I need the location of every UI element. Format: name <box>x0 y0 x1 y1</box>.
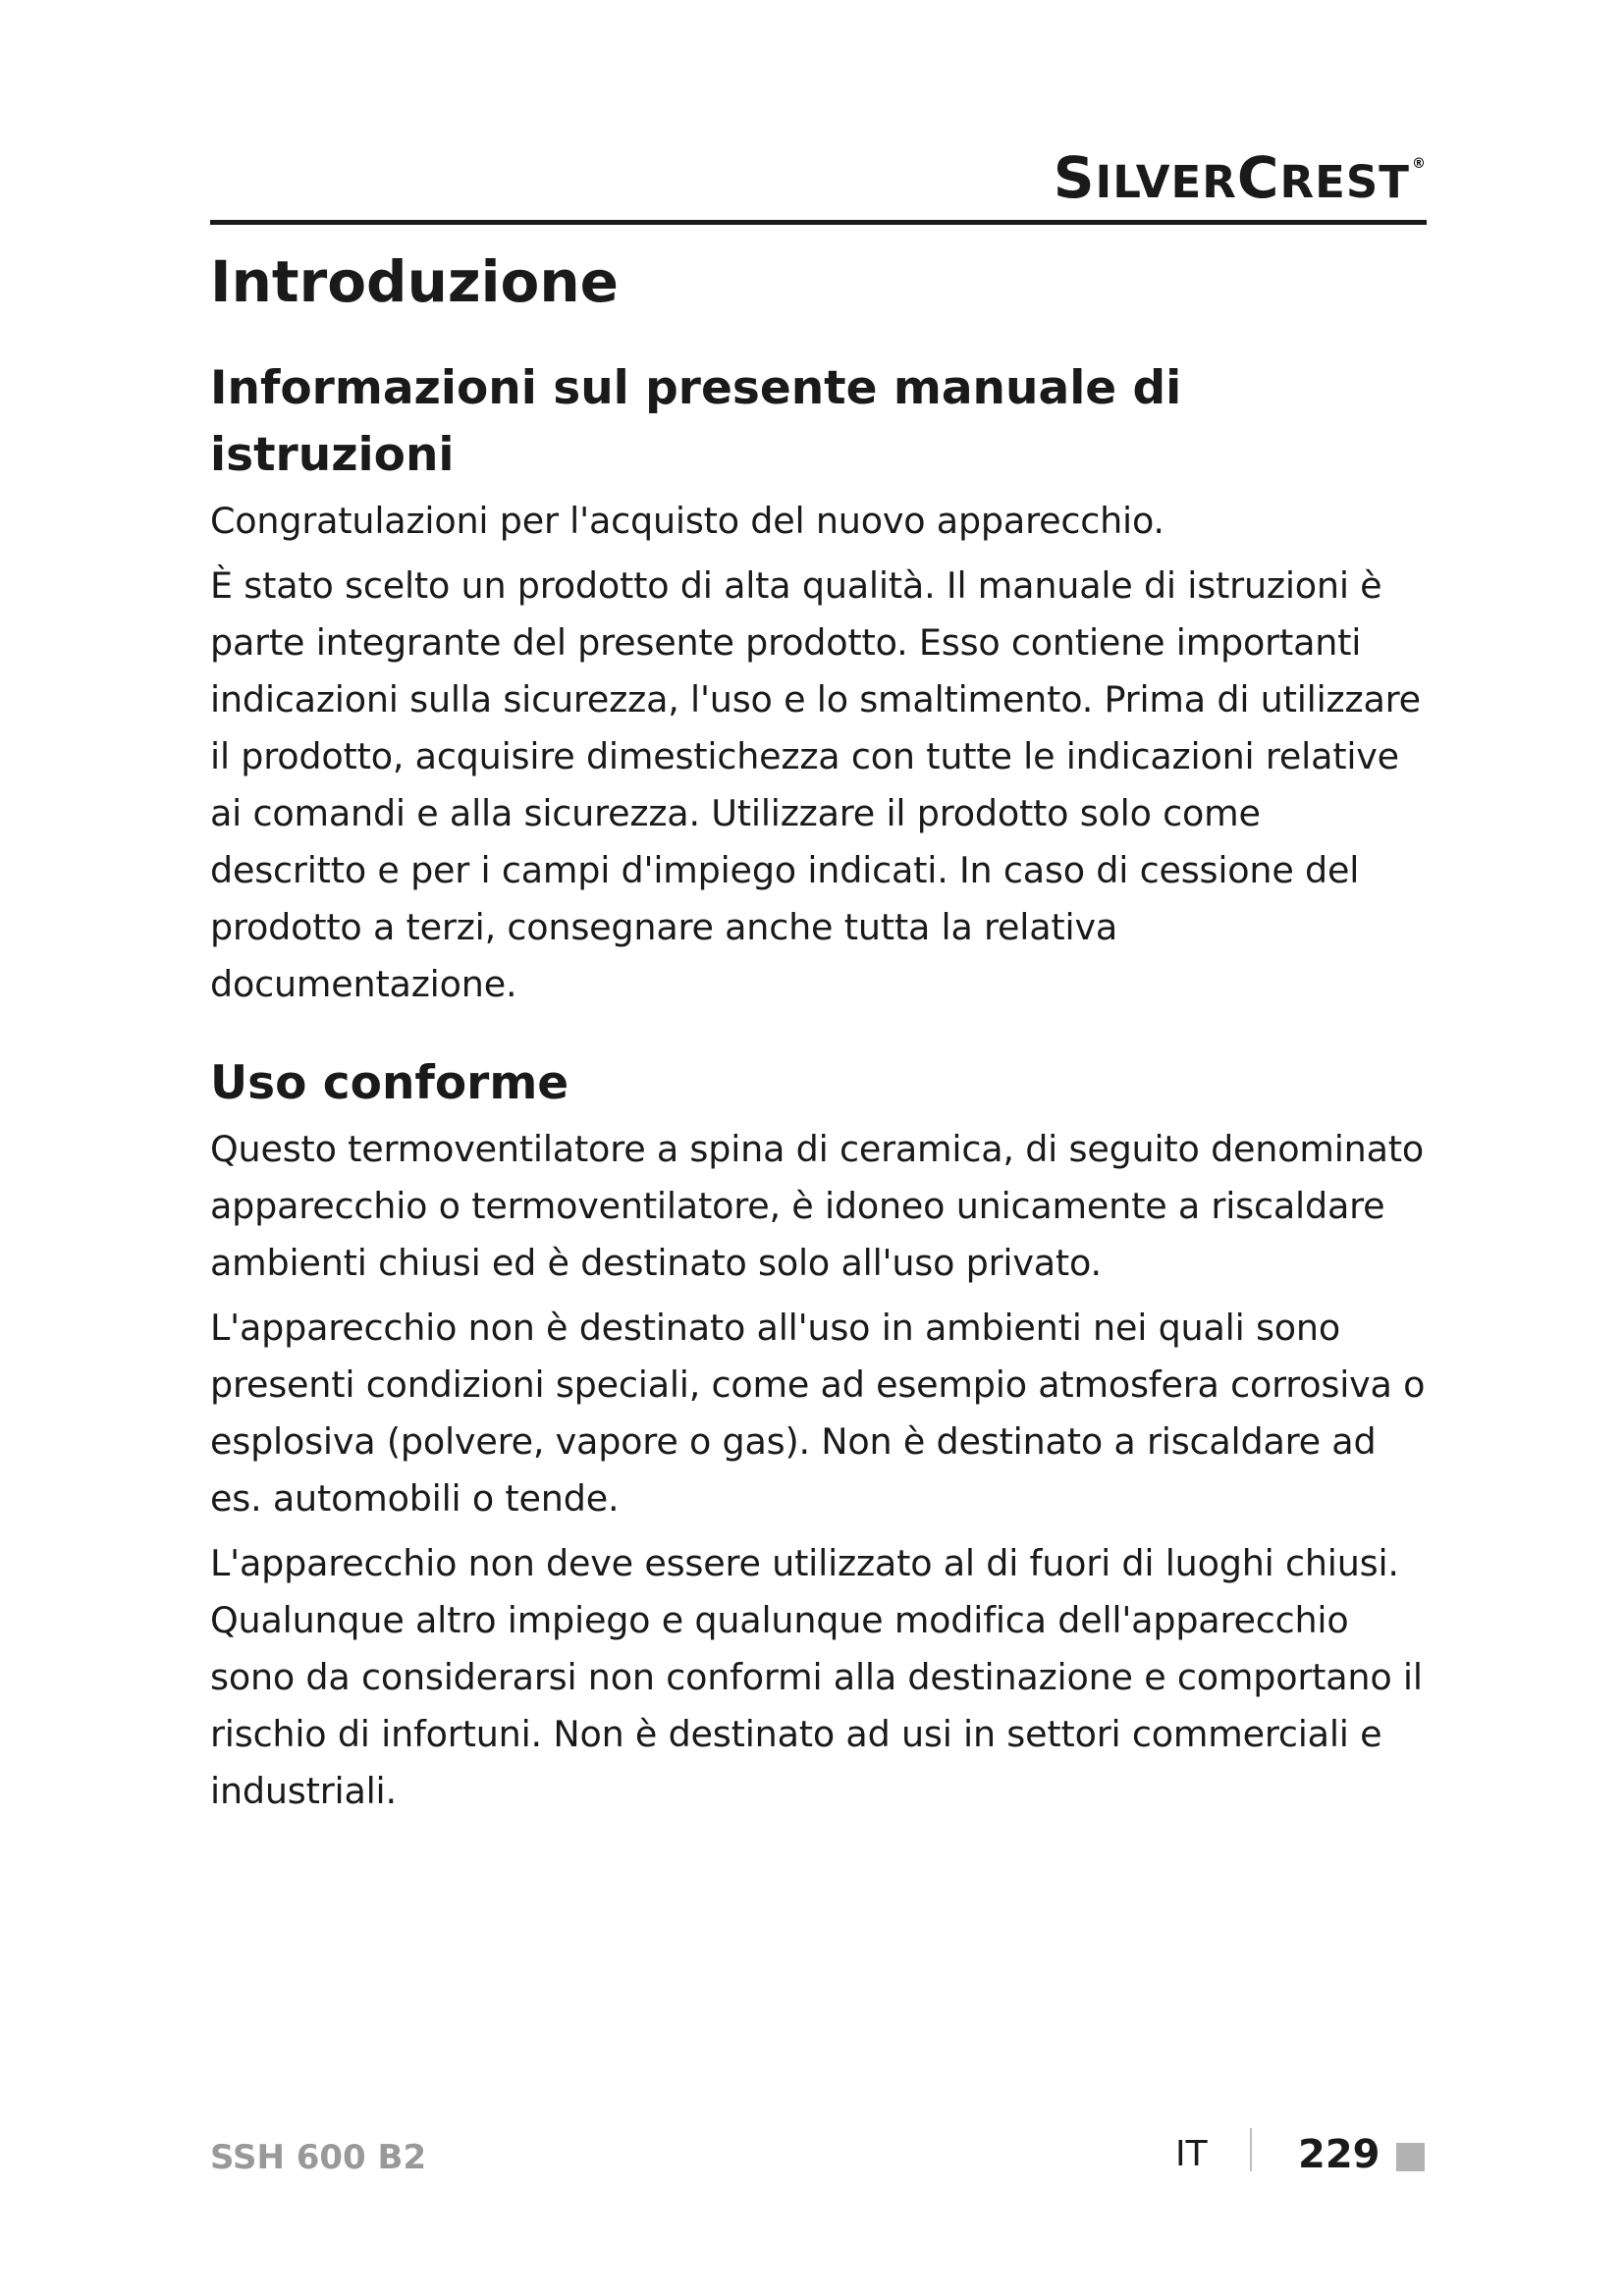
page-content <box>210 232 1427 1820</box>
footer-language-code: IT <box>1175 2134 1208 2174</box>
page-title: Introduzione <box>210 248 619 315</box>
footer-model-number: SSH 600 B2 <box>210 2138 427 2177</box>
header-rule <box>210 220 1427 225</box>
paragraph-usage-restrictions: L'apparecchio non deve essere utilizzato al di fuori di luoghi chiusi. Qualunque altro impiego e qualunque modifica dell'apparecchio sono da considerarsi non conformi alla destinazione e comportano il rischio di infortuni. Non è destinato ad usi in settori commerciali e industriali. <box>210 1542 1423 1812</box>
paragraph-manual-description: È stato scelto un prodotto di alta qualità. Il manuale di istruzioni è parte integrante del presente prodotto. Esso contiene importanti indicazioni sulla sicurezza, l'uso e lo smaltimento. Prima di utilizzare il prodotto, acquisire dimestichezza con tutte le indicazioni relative ai comandi e alla sicurezza. Utilizzare il prodotto solo come descritto e per i campi d'impiego indicati. In caso di cessione del prodotto a terzi, consegnare anche tutta la relativa documentazione. <box>210 564 1421 1005</box>
paragraph-environment-restrictions: L'apparecchio non è destinato all'uso in ambienti nei quali sono presenti condizioni speciali, come ad esempio atmosfera corrosiva o esplosiva (polvere, vapore o gas). Non è destinato a riscaldare ad es. automobili o tende. <box>210 1307 1426 1520</box>
section-heading-intended-use: Uso conforme <box>210 1056 569 1110</box>
paragraph-congratulations: Congratulazioni per l'acquisto del nuovo apparecchio. <box>210 500 1164 542</box>
silvercrest-logo: SILVERCREST ® <box>1053 144 1427 211</box>
paragraph-intended-use: Questo termoventilatore a spina di ceramica, di seguito denominato apparecchio o termoventilatore, è idoneo unicamente a riscaldare ambienti chiusi ed è destinato solo all'uso privato. <box>210 1128 1424 1284</box>
section-heading-manual-info: Informazioni sul presente manuale di istruzioni <box>210 361 1182 482</box>
footer-page-number: 229 <box>1298 2132 1380 2177</box>
footer-separator <box>1250 2128 1252 2171</box>
footer-square-marker <box>1396 2143 1425 2171</box>
